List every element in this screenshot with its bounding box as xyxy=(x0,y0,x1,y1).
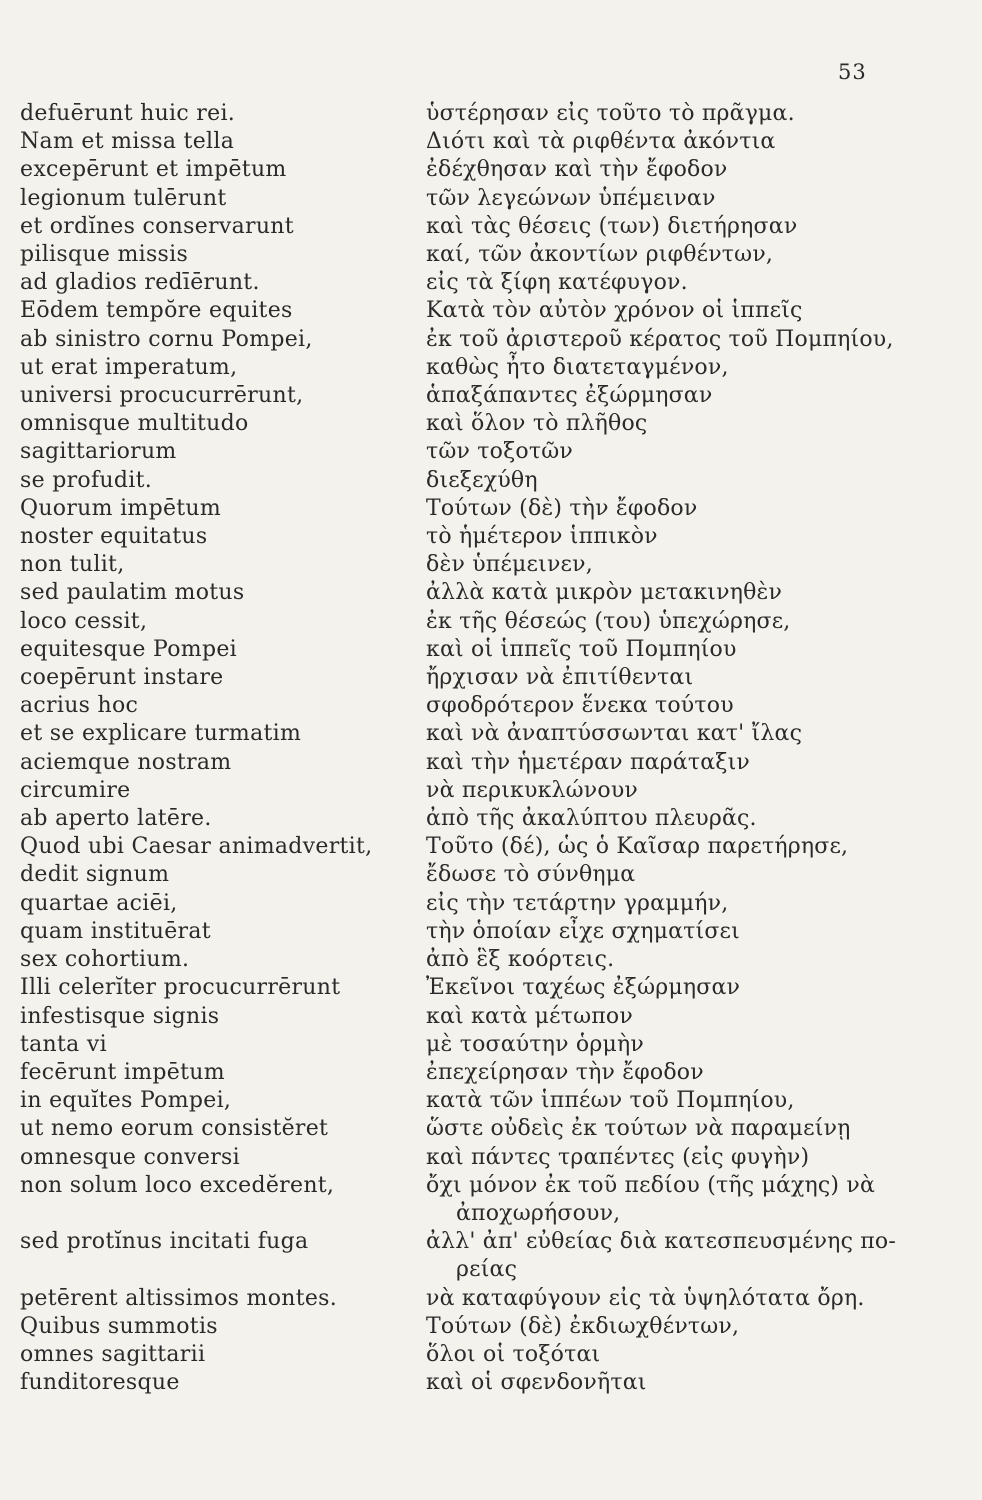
latin-line: petērent altissimos montes. xyxy=(20,1285,338,1311)
text-row xyxy=(20,1031,960,1059)
greek-line: εἰς τὰ ξίφη κατέφυγον. xyxy=(426,270,688,296)
text-row xyxy=(20,1369,960,1397)
bilingual-text xyxy=(20,100,960,1397)
latin-line: et se explicare turmatim xyxy=(20,721,302,747)
text-row xyxy=(20,241,960,269)
latin-line: dedit signum xyxy=(20,862,170,888)
latin-line: noster equitatus xyxy=(20,524,208,550)
latin-line: sed protĭnus incitati fuga xyxy=(20,1229,309,1255)
greek-line: κατὰ τῶν ἱππέων τοῦ Πομπηίου, xyxy=(426,1088,795,1114)
latin-line: ut erat imperatum, xyxy=(20,354,238,380)
latin-line: pilisque missis xyxy=(20,242,189,268)
latin-line: Quibus summotis xyxy=(20,1313,218,1339)
text-row xyxy=(20,156,960,184)
greek-line: Κατὰ τὸν αὐτὸν χρόνον οἱ ἱππεῖς xyxy=(426,298,803,324)
text-row xyxy=(20,1144,960,1172)
greek-line: ἔδωσε τὸ σύνθημα xyxy=(426,862,636,888)
text-row xyxy=(20,382,960,410)
latin-line: equitesque Pompei xyxy=(20,636,237,662)
latin-line: omnesque conversi xyxy=(20,1144,240,1170)
greek-line: διεξεχύθη xyxy=(426,467,538,493)
text-row xyxy=(20,1228,960,1256)
greek-line: Τοῦτο (δέ), ὡς ὁ Καῖσαρ παρετήρησε, xyxy=(426,834,849,860)
greek-line: ὄχι μόνον ἐκ τοῦ πεδίου (τῆς μάχης) νὰ xyxy=(426,1172,876,1198)
text-row xyxy=(20,720,960,748)
latin-line: ab aperto latēre. xyxy=(20,806,212,832)
greek-line: Τούτων (δὲ) ἐκδιωχθέντων, xyxy=(426,1313,740,1339)
greek-line: καὶ τὰς θέσεις (των) διετήρησαν xyxy=(426,213,798,239)
greek-line: ἀποχωρήσουν, xyxy=(456,1200,621,1226)
greek-line: καθὼς ἦτο διατεταγμένον, xyxy=(426,354,729,380)
latin-line: Illi celerĭter procucurrērunt xyxy=(20,975,341,1001)
latin-line: ad gladios redīērunt. xyxy=(20,270,260,296)
latin-line: excepērunt et impētum xyxy=(20,157,287,183)
text-row xyxy=(20,777,960,805)
latin-line: fecērunt impētum xyxy=(20,1059,225,1085)
greek-line: Ἐκεῖνοι ταχέως ἐξώρμησαν xyxy=(426,975,741,1001)
text-row xyxy=(20,608,960,636)
latin-line: et ordĭnes conservarunt xyxy=(20,213,294,239)
text-row xyxy=(20,1172,960,1200)
text-row xyxy=(20,410,960,438)
text-row xyxy=(20,269,960,297)
text-row xyxy=(20,467,960,495)
text-row xyxy=(20,551,960,579)
greek-line: τῶν τοξοτῶν xyxy=(426,439,573,465)
latin-line: sagittariorum xyxy=(20,439,177,465)
text-row xyxy=(20,749,960,777)
text-row xyxy=(20,890,960,918)
greek-line: τὸ ἡμέτερον ἱππικὸν xyxy=(426,524,658,550)
latin-line: Nam et missa tella xyxy=(20,129,235,155)
greek-line: ἐπεχείρησαν τὴν ἔφοδον xyxy=(426,1059,704,1085)
greek-line: τὴν ὁποίαν εἶχε σχηματίσει xyxy=(426,918,740,944)
latin-line: infestisque signis xyxy=(20,1003,220,1029)
latin-line: tanta vi xyxy=(20,1031,107,1057)
text-row xyxy=(20,918,960,946)
greek-line: ἐκ τοῦ ἀριστεροῦ κέρατος τοῦ Πομπηίου, xyxy=(426,326,894,352)
text-row xyxy=(20,1115,960,1143)
greek-line: καὶ νὰ ἀναπτύσσωνται κατ' ἴλας xyxy=(426,721,803,747)
greek-line: καὶ ὅλον τὸ πλῆθος xyxy=(426,411,648,437)
latin-line: loco cessit, xyxy=(20,608,148,634)
text-row xyxy=(20,861,960,889)
latin-line: se profudit. xyxy=(20,467,153,493)
latin-line: quam instituērat xyxy=(20,918,211,944)
greek-line: ὅλοι οἱ τοξόται xyxy=(426,1341,601,1367)
latin-line: Eōdem tempŏre equites xyxy=(20,298,293,324)
page-number: 53 xyxy=(838,60,867,84)
greek-line: καὶ πάντες τραπέντες (εἰς φυγὴν) xyxy=(426,1144,810,1170)
text-row xyxy=(20,805,960,833)
greek-line: ἐκ τῆς θέσεώς (του) ὑπεχώρησε, xyxy=(426,608,791,634)
greek-line: σφοδρότερον ἕνεκα τούτου xyxy=(426,693,734,719)
latin-line: acrius hoc xyxy=(20,693,139,719)
latin-line: Quorum impētum xyxy=(20,495,222,521)
latin-line: coepērunt instare xyxy=(20,665,224,691)
greek-line: τῶν λεγεώνων ὑπέμειναν xyxy=(426,185,716,211)
text-row xyxy=(20,213,960,241)
greek-line: εἰς τὴν τετάρτην γραμμήν, xyxy=(426,890,729,916)
text-row xyxy=(20,1059,960,1087)
text-row xyxy=(20,946,960,974)
text-row xyxy=(20,1200,960,1228)
text-row xyxy=(20,326,960,354)
text-row xyxy=(20,1087,960,1115)
latin-line: defuērunt huic rei. xyxy=(20,101,236,126)
text-row xyxy=(20,833,960,861)
greek-line: ἀπὸ τῆς ἀκαλύπτου πλευρᾶς. xyxy=(426,806,757,832)
latin-line: funditoresque xyxy=(20,1370,180,1396)
greek-line: νὰ καταφύγουν εἰς τὰ ὑψηλότατα ὄρη. xyxy=(426,1285,865,1311)
text-row xyxy=(20,579,960,607)
text-row xyxy=(20,1341,960,1369)
latin-line: omnisque multitudo xyxy=(20,411,249,437)
text-row xyxy=(20,1313,960,1341)
text-row xyxy=(20,185,960,213)
greek-line: Τούτων (δὲ) τὴν ἔφοδον xyxy=(426,495,698,521)
greek-line: καὶ κατὰ μέτωπον xyxy=(426,1003,633,1029)
latin-line: legionum tulērunt xyxy=(20,185,227,211)
latin-line: omnes sagittarii xyxy=(20,1341,206,1367)
text-row xyxy=(20,438,960,466)
text-row xyxy=(20,1285,960,1313)
latin-line: aciemque nostram xyxy=(20,749,232,775)
greek-line: Διότι καὶ τὰ ριφθέντα ἀκόντια xyxy=(426,129,776,155)
greek-line: καί, τῶν ἀκοντίων ριφθέντων, xyxy=(426,242,774,268)
latin-line: circumire xyxy=(20,777,131,803)
greek-line: ἀλλ' ἀπ' εὐθείας διὰ κατεσπευσμένης πο- xyxy=(426,1229,897,1255)
text-row xyxy=(20,636,960,664)
latin-line: sed paulatim motus xyxy=(20,580,245,606)
text-row xyxy=(20,692,960,720)
greek-line: καὶ τὴν ἡμετέραν παράταξιν xyxy=(426,749,750,775)
greek-line: ἤρχισαν νὰ ἐπιτίθενται xyxy=(426,665,694,691)
latin-line: non tulit, xyxy=(20,552,125,578)
text-row xyxy=(20,974,960,1002)
text-row xyxy=(20,664,960,692)
latin-line: quartae aciēi, xyxy=(20,890,178,916)
latin-line: universi procucurrērunt, xyxy=(20,383,304,409)
greek-line: μὲ τοσαύτην ὁρμὴν xyxy=(426,1031,644,1057)
greek-line: ἐδέχθησαν καὶ τὴν ἔφοδον xyxy=(426,157,728,183)
text-row xyxy=(20,495,960,523)
greek-line: καὶ οἱ σφενδονῆται xyxy=(426,1370,647,1396)
greek-line: ἀλλὰ κατὰ μικρὸν μετακινηθὲν xyxy=(426,580,783,606)
greek-line: δὲν ὑπέμεινεν, xyxy=(426,552,593,578)
latin-line: ut nemo eorum consistĕret xyxy=(20,1116,329,1142)
latin-line: in equĭtes Pompei, xyxy=(20,1088,232,1114)
text-row xyxy=(20,354,960,382)
text-row xyxy=(20,297,960,325)
greek-line: ρείας xyxy=(456,1257,518,1283)
text-row xyxy=(20,1256,960,1284)
greek-line: ἁπαξάπαντες ἐξώρμησαν xyxy=(426,383,713,409)
greek-line: νὰ περικυκλώνουν xyxy=(426,777,638,803)
latin-line: ab sinistro cornu Pompei, xyxy=(20,326,313,352)
text-row xyxy=(20,100,960,128)
latin-line: Quod ubi Caesar animadvertit, xyxy=(20,834,373,860)
text-row xyxy=(20,523,960,551)
greek-line: καὶ οἱ ἱππεῖς τοῦ Πομπηίου xyxy=(426,636,737,662)
text-row xyxy=(20,1003,960,1031)
greek-line: ὥστε οὐδεὶς ἐκ τούτων νὰ παραμείνῃ xyxy=(426,1116,851,1142)
latin-line: sex cohortium. xyxy=(20,947,190,973)
greek-line: ὑστέρησαν εἰς τοῦτο τὸ πρᾶγμα. xyxy=(426,101,795,126)
text-row xyxy=(20,128,960,156)
latin-line: non solum loco excedĕrent, xyxy=(20,1172,335,1198)
greek-line: ἀπὸ ἓξ κοόρτεις. xyxy=(426,947,615,973)
